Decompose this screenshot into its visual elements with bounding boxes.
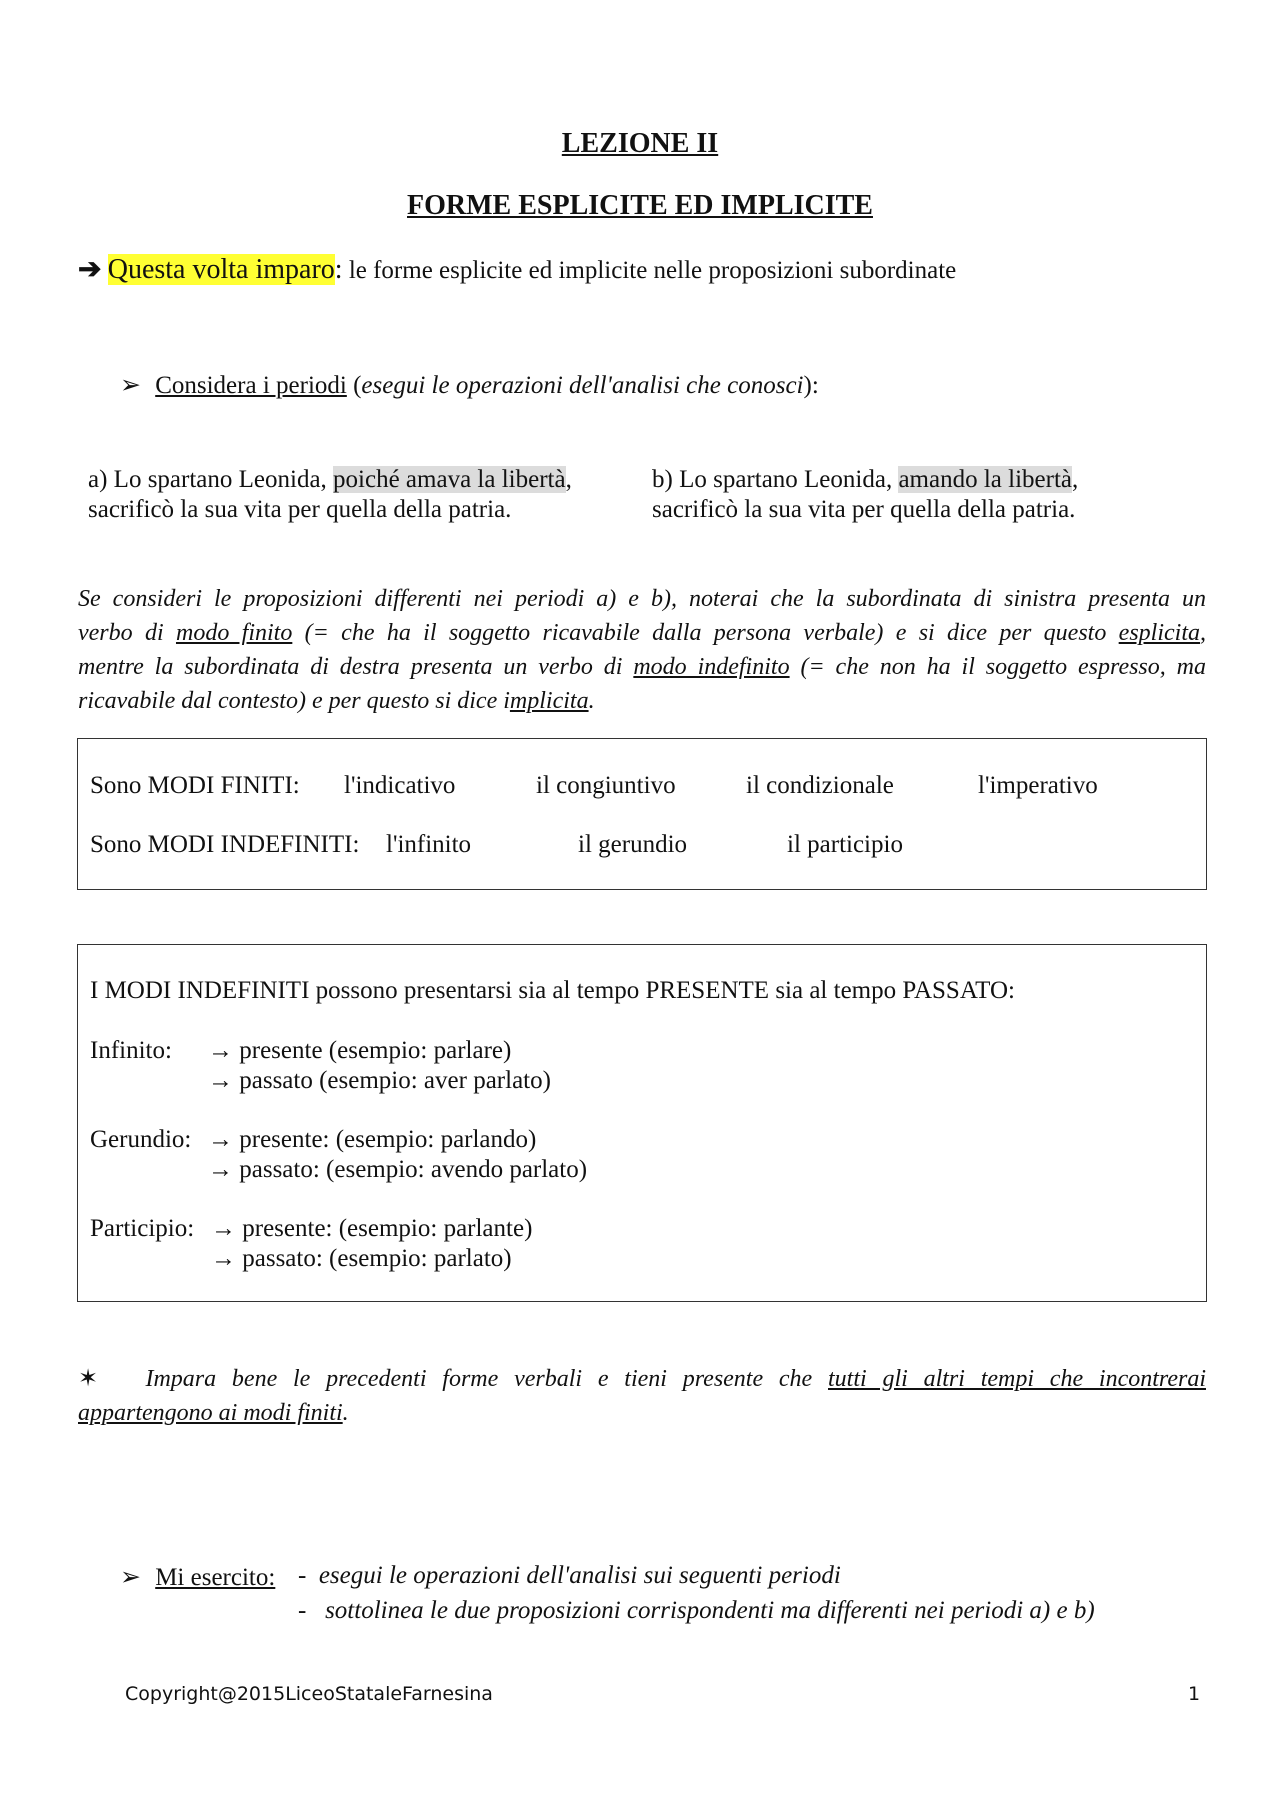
term-implicita: mplicita [509, 688, 589, 714]
example-a-prefix: a) Lo spartano Leonida, [88, 466, 334, 493]
infinito-present [208, 1037, 511, 1065]
bullet-arrowhead-icon: ➢ [120, 372, 141, 399]
consider-instruction: esegui le operazioni dell'analisi che conosci [361, 372, 804, 399]
gerundio-present [208, 1126, 536, 1154]
consider-line [120, 370, 819, 400]
example-b-suffix: , [1072, 466, 1079, 493]
page-number: 1 [1188, 1683, 1201, 1705]
infinito-present-text: presente (esempio: parlare) [239, 1037, 512, 1064]
example-a-suffix: , [565, 466, 572, 493]
arrow-right-icon: ➔ [78, 254, 102, 285]
arrow-right-icon: → [208, 1156, 233, 1183]
exercise-label: Mi esercito: [155, 1564, 276, 1591]
note-l2-b: . [342, 1400, 349, 1426]
modi-finiti-label: Sono MODI FINITI: [90, 772, 300, 799]
arrow-right-icon: → [208, 1067, 233, 1094]
example-b-highlight: amando la libertà [898, 466, 1072, 493]
bullet-arrowhead-icon: ➢ [120, 1564, 141, 1591]
example-a-line2: sacrificò la sua vita per quella della patria. [88, 496, 512, 523]
note-line-2 [78, 1396, 1206, 1430]
star-icon: ✶ [78, 1366, 99, 1392]
exercise-item-1 [298, 1562, 841, 1590]
consider-paren-open: ( [346, 372, 362, 399]
explanation-l3-b: (= che non ha il soggetto espresso, ma [789, 654, 1206, 680]
lesson-title: LEZIONE II [561, 128, 719, 159]
explanation-l3-a: mentre la subordinata di destra presenta un verbo di [78, 654, 634, 680]
explanation-l4-b: . [588, 688, 595, 714]
arrow-right-icon: → [208, 1126, 233, 1153]
participio-past-text: passato: (esempio: parlato) [242, 1245, 512, 1272]
participio-present [211, 1215, 532, 1243]
explanation-paragraph [78, 582, 1206, 718]
note-underlined-1: tutti gli altri tempi che incontrerai [828, 1366, 1206, 1392]
page-subtitle: FORME ESPLICITE ED IMPLICITE [407, 190, 873, 221]
note-line-1 [78, 1362, 1206, 1396]
tenses-box [77, 944, 1207, 1302]
modo-indefinito-item: l'infinito [386, 831, 472, 858]
exercise-dash: - [298, 1597, 307, 1624]
infinito-past-text: passato (esempio: aver parlato) [239, 1067, 551, 1094]
explanation-line-4 [78, 684, 1206, 718]
modo-finito-item: il congiuntivo [536, 772, 676, 799]
participio-present-text: presente: (esempio: parlante) [242, 1215, 533, 1242]
objective-text: le forme esplicite ed implicite nelle proposizioni subordinate [342, 257, 957, 284]
modo-finito-item: il condizionale [746, 772, 894, 799]
exercise-item-1-text: esegui le operazioni dell'analisi sui seguenti periodi [318, 1562, 841, 1589]
consider-paren-close: ): [803, 372, 819, 399]
objective-line [78, 252, 956, 286]
participio-label: Participio: [90, 1215, 195, 1242]
term-esplicita: esplicita [1118, 620, 1200, 646]
footer-copyright: Copyright@2015LiceoStataleFarnesina [125, 1683, 493, 1705]
note-l1-a: Impara bene le precedenti forme verbali e tieni presente che [145, 1366, 828, 1392]
participio-past [211, 1245, 512, 1273]
example-b [652, 465, 1212, 525]
arrow-right-icon: → [211, 1215, 236, 1242]
example-b-line2: sacrificò la sua vita per quella della patria. [652, 496, 1076, 523]
arrow-right-icon: → [211, 1245, 236, 1272]
term-modo-finito: modo finito [175, 620, 293, 646]
exercise-item-2-text: sottolinea le due proposizioni corrispondenti ma differenti nei periodi a) e b) [325, 1597, 1095, 1624]
note-underlined-2: appartengono ai modi finiti [78, 1400, 343, 1426]
gerundio-past [208, 1156, 587, 1184]
infinito-label: Infinito: [90, 1037, 172, 1064]
explanation-line-3 [78, 650, 1206, 684]
note-paragraph [78, 1362, 1206, 1430]
gerundio-present-text: presente: (esempio: parlando) [239, 1126, 537, 1153]
example-a-highlight: poiché amava la libertà [333, 466, 566, 493]
exercise-line [120, 1562, 275, 1592]
modi-indefiniti-label: Sono MODI INDEFINITI: [90, 831, 360, 858]
exercise-item-2 [298, 1597, 1095, 1625]
exercise-dash: - [298, 1562, 307, 1589]
modo-finito-item: l'imperativo [978, 772, 1098, 799]
objective-colon: : [334, 254, 343, 285]
example-b-prefix: b) Lo spartano Leonida, [652, 466, 899, 493]
modes-box [77, 738, 1207, 890]
consider-label: Considera i periodi [155, 372, 347, 399]
infinito-past [208, 1067, 551, 1095]
explanation-l4-a: ricavabile dal contesto) e per questo si dice i [78, 688, 510, 714]
objective-label: Questa volta imparo [107, 254, 335, 285]
gerundio-label: Gerundio: [90, 1126, 192, 1153]
modo-finito-item: l'indicativo [344, 772, 456, 799]
explanation-line-2 [78, 616, 1206, 650]
modo-indefinito-item: il gerundio [578, 831, 688, 858]
arrow-right-icon: → [208, 1037, 233, 1064]
explanation-l2-c: , [1200, 620, 1206, 646]
explanation-l2-b: (= che ha il soggetto ricavabile dalla persona verbale) e si dice per questo [292, 620, 1119, 646]
gerundio-past-text: passato: (esempio: avendo parlato) [239, 1156, 588, 1183]
explanation-line-1: Se consideri le proposizioni differenti nei periodi a) e b), noterai che la subordinata di sinistra presenta un [78, 586, 1206, 612]
term-modo-indefinito: modo indefinito [633, 654, 790, 680]
modo-indefinito-item: il participio [787, 831, 903, 858]
explanation-l2-a: verbo di [78, 620, 176, 646]
tenses-intro: I MODI INDEFINITI possono presentarsi sia al tempo PRESENTE sia al tempo PASSATO: [90, 977, 1015, 1004]
example-a [88, 465, 628, 525]
